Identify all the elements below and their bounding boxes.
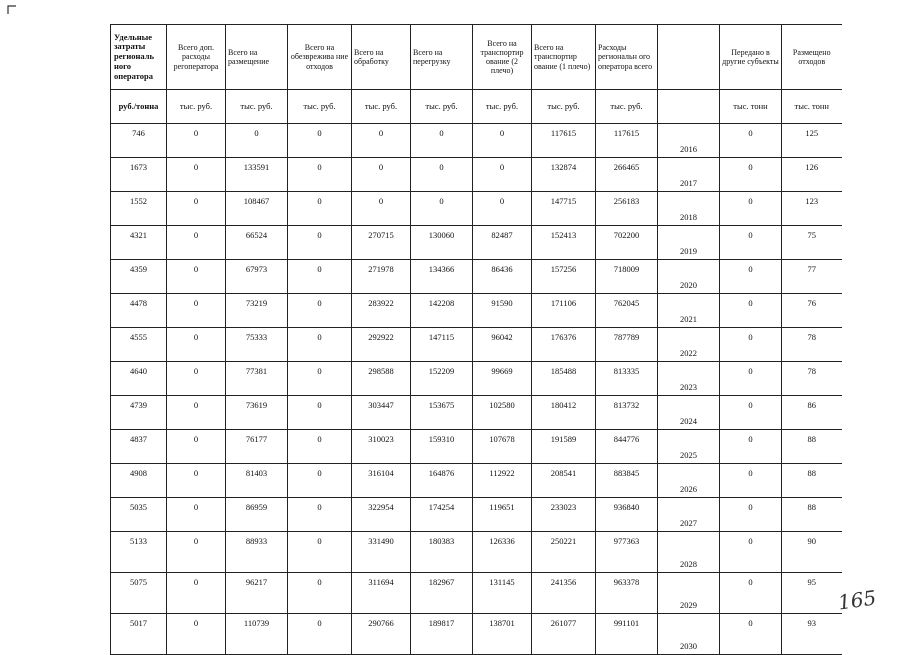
table-cell: 250221 — [532, 532, 596, 573]
table-cell: 132874 — [532, 158, 596, 192]
table-cell: 153675 — [411, 396, 473, 430]
table-row — [111, 294, 842, 328]
unit-cell: тыс. руб. — [411, 90, 473, 124]
table-cell: 0 — [288, 362, 352, 396]
table-cell: 119651 — [473, 498, 532, 532]
header-cell: Всего доп. расходы регоператора — [167, 25, 226, 90]
table-cell: 176376 — [532, 328, 596, 362]
table-cell: 0 — [720, 464, 782, 498]
table-cell: 283922 — [352, 294, 411, 328]
year-cell: 2030 — [658, 614, 720, 655]
table-row — [111, 498, 842, 532]
table-cell: 5035 — [111, 498, 167, 532]
unit-cell: тыс. руб. — [167, 90, 226, 124]
table-row — [111, 430, 842, 464]
table-cell: 112922 — [473, 464, 532, 498]
table-cell: 0 — [352, 192, 411, 226]
table-cell: 76177 — [226, 430, 288, 464]
table-cell: 0 — [720, 532, 782, 573]
year-cell: 2025 — [658, 430, 720, 464]
table-row — [111, 192, 842, 226]
table-cell: 303447 — [352, 396, 411, 430]
table-cell: 0 — [167, 294, 226, 328]
unit-cell — [658, 90, 720, 124]
table-row — [111, 614, 842, 655]
table-row — [111, 573, 842, 614]
table-cell: 322954 — [352, 498, 411, 532]
table-cell: 75333 — [226, 328, 288, 362]
table-cell: 123 — [782, 192, 842, 226]
table-cell: 147715 — [532, 192, 596, 226]
table-cell: 0 — [720, 430, 782, 464]
table-cell: 0 — [226, 124, 288, 158]
unit-cell: тыс. руб. — [532, 90, 596, 124]
table-cell: 107678 — [473, 430, 532, 464]
table-cell: 81403 — [226, 464, 288, 498]
table-cell: 66524 — [226, 226, 288, 260]
year-cell: 2021 — [658, 294, 720, 328]
table-cell: 73219 — [226, 294, 288, 328]
year-cell: 2027 — [658, 498, 720, 532]
table-cell: 0 — [473, 192, 532, 226]
table-cell: 0 — [167, 464, 226, 498]
year-cell: 2019 — [658, 226, 720, 260]
year-cell: 2022 — [658, 328, 720, 362]
table-cell: 270715 — [352, 226, 411, 260]
table-cell: 77 — [782, 260, 842, 294]
table-row — [111, 124, 842, 158]
table-row — [111, 260, 842, 294]
table-cell: 75 — [782, 226, 842, 260]
table-cell: 189817 — [411, 614, 473, 655]
table-cell: 298588 — [352, 362, 411, 396]
table-cell: 0 — [167, 430, 226, 464]
table-cell: 0 — [720, 328, 782, 362]
table-cell: 977363 — [596, 532, 658, 573]
table-row — [111, 226, 842, 260]
table-row — [111, 532, 842, 573]
table-cell: 292922 — [352, 328, 411, 362]
table-cell: 0 — [720, 158, 782, 192]
table-cell: 164876 — [411, 464, 473, 498]
table-cell: 5075 — [111, 573, 167, 614]
table-cell: 0 — [720, 362, 782, 396]
table-cell: 142208 — [411, 294, 473, 328]
table-cell: 0 — [167, 532, 226, 573]
table-cell: 86 — [782, 396, 842, 430]
table-cell: 86959 — [226, 498, 288, 532]
table-row — [111, 396, 842, 430]
table-cell: 4908 — [111, 464, 167, 498]
table-cell: 110739 — [226, 614, 288, 655]
table-cell: 0 — [288, 396, 352, 430]
table-cell: 77381 — [226, 362, 288, 396]
table-cell: 5133 — [111, 532, 167, 573]
cost-table — [110, 24, 842, 655]
table-cell: 261077 — [532, 614, 596, 655]
table-cell: 0 — [288, 124, 352, 158]
unit-cell: руб./тонна — [111, 90, 167, 124]
table-cell: 0 — [167, 260, 226, 294]
table-cell: 0 — [167, 124, 226, 158]
header-cell: Всего на обезврежива ние отходов — [288, 25, 352, 90]
table-cell: 746 — [111, 124, 167, 158]
table-cell: 138701 — [473, 614, 532, 655]
table-cell: 0 — [288, 532, 352, 573]
table-cell: 4837 — [111, 430, 167, 464]
year-cell: 2018 — [658, 192, 720, 226]
table-cell: 0 — [288, 614, 352, 655]
table-cell: 936840 — [596, 498, 658, 532]
table-cell: 182967 — [411, 573, 473, 614]
page-number: 165 — [836, 585, 878, 615]
table-cell: 0 — [167, 362, 226, 396]
table-cell: 96042 — [473, 328, 532, 362]
table-row — [111, 158, 842, 192]
table-cell: 0 — [473, 158, 532, 192]
table-cell: 0 — [288, 328, 352, 362]
table-cell: 0 — [167, 614, 226, 655]
table-cell: 271978 — [352, 260, 411, 294]
header-cell: Размещено отходов — [782, 25, 842, 90]
table-cell: 311694 — [352, 573, 411, 614]
table-cell: 95 — [782, 573, 842, 614]
table-cell: 131145 — [473, 573, 532, 614]
table-cell: 310023 — [352, 430, 411, 464]
header-cell: Расходы региональн ого оператора всего — [596, 25, 658, 90]
table-cell: 73619 — [226, 396, 288, 430]
table-cell: 126336 — [473, 532, 532, 573]
table-cell: 0 — [720, 260, 782, 294]
table-cell: 157256 — [532, 260, 596, 294]
table-cell: 99669 — [473, 362, 532, 396]
header-cell: Всего на транспортир ование (2 плечо) — [473, 25, 532, 90]
unit-cell: тыс. руб. — [596, 90, 658, 124]
table-cell: 91590 — [473, 294, 532, 328]
table-cell: 5017 — [111, 614, 167, 655]
table-cell: 256183 — [596, 192, 658, 226]
table-cell: 86436 — [473, 260, 532, 294]
table-cell: 241356 — [532, 573, 596, 614]
table-cell: 4359 — [111, 260, 167, 294]
table-cell: 88 — [782, 430, 842, 464]
table-cell: 130060 — [411, 226, 473, 260]
table-cell: 0 — [167, 498, 226, 532]
table-cell: 0 — [167, 396, 226, 430]
table-cell: 0 — [411, 124, 473, 158]
table-cell: 0 — [167, 226, 226, 260]
unit-cell: тыс. руб. — [352, 90, 411, 124]
table-cell: 147115 — [411, 328, 473, 362]
header-cell: Передано в другие субъекты — [720, 25, 782, 90]
table-cell: 316104 — [352, 464, 411, 498]
table-cell: 125 — [782, 124, 842, 158]
table-cell: 0 — [288, 260, 352, 294]
year-cell: 2023 — [658, 362, 720, 396]
table-cell: 0 — [288, 226, 352, 260]
header-cell: Удельные затраты региональ ного оператора — [111, 25, 167, 90]
unit-cell: тыс. тонн — [782, 90, 842, 124]
header-cell: Всего на транспортир ование (1 плечо) — [532, 25, 596, 90]
table-cell: 813335 — [596, 362, 658, 396]
header-cell: Всего на обработку — [352, 25, 411, 90]
table-cell: 991101 — [596, 614, 658, 655]
table-cell: 0 — [720, 124, 782, 158]
table-cell: 133591 — [226, 158, 288, 192]
table-cell: 0 — [720, 614, 782, 655]
table-cell: 331490 — [352, 532, 411, 573]
table-cell: 117615 — [596, 124, 658, 158]
table-cell: 0 — [167, 192, 226, 226]
table-cell: 0 — [288, 464, 352, 498]
table-cell: 134366 — [411, 260, 473, 294]
table-cell: 0 — [288, 158, 352, 192]
table-cell: 0 — [720, 294, 782, 328]
table-cell: 78 — [782, 328, 842, 362]
table-cell: 93 — [782, 614, 842, 655]
table-cell: 108467 — [226, 192, 288, 226]
table-cell: 0 — [720, 396, 782, 430]
table-cell: 0 — [411, 158, 473, 192]
table-cell: 0 — [288, 498, 352, 532]
table-cell: 174254 — [411, 498, 473, 532]
table-cell: 883845 — [596, 464, 658, 498]
table-cell: 117615 — [532, 124, 596, 158]
table-cell: 787789 — [596, 328, 658, 362]
table-cell: 702200 — [596, 226, 658, 260]
table-cell: 96217 — [226, 573, 288, 614]
table-cell: 844776 — [596, 430, 658, 464]
year-cell: 2029 — [658, 573, 720, 614]
table-cell: 0 — [288, 192, 352, 226]
table-cell: 0 — [720, 192, 782, 226]
table-cell: 266465 — [596, 158, 658, 192]
header-cell: Всего на размещение — [226, 25, 288, 90]
table-cell: 4640 — [111, 362, 167, 396]
table-cell: 4478 — [111, 294, 167, 328]
table-cell: 180383 — [411, 532, 473, 573]
table-cell: 76 — [782, 294, 842, 328]
table-cell: 718009 — [596, 260, 658, 294]
table-cell: 963378 — [596, 573, 658, 614]
table-cell: 67973 — [226, 260, 288, 294]
table-cell: 191589 — [532, 430, 596, 464]
unit-cell: тыс. руб. — [473, 90, 532, 124]
table-cell: 78 — [782, 362, 842, 396]
table-cell: 813732 — [596, 396, 658, 430]
table-cell: 152413 — [532, 226, 596, 260]
table-cell: 185488 — [532, 362, 596, 396]
year-cell: 2020 — [658, 260, 720, 294]
table-cell: 0 — [720, 573, 782, 614]
table-cell: 0 — [288, 430, 352, 464]
year-cell: 2028 — [658, 532, 720, 573]
table-body — [111, 25, 842, 655]
table-cell: 88 — [782, 464, 842, 498]
year-cell: 2026 — [658, 464, 720, 498]
table-cell: 152209 — [411, 362, 473, 396]
table-cell: 0 — [288, 573, 352, 614]
year-cell: 2017 — [658, 158, 720, 192]
table-row — [111, 328, 842, 362]
table-cell: 208541 — [532, 464, 596, 498]
table-cell: 233023 — [532, 498, 596, 532]
unit-cell: тыс. руб. — [288, 90, 352, 124]
table-row — [111, 464, 842, 498]
table-cell: 82487 — [473, 226, 532, 260]
table-cell: 4555 — [111, 328, 167, 362]
table-cell: 0 — [167, 158, 226, 192]
table-cell: 159310 — [411, 430, 473, 464]
table-cell: 0 — [352, 158, 411, 192]
header-row — [111, 25, 842, 90]
table-cell: 180412 — [532, 396, 596, 430]
table-cell: 0 — [352, 124, 411, 158]
table-cell: 0 — [167, 328, 226, 362]
table-cell: 126 — [782, 158, 842, 192]
header-cell: Всего на перегрузку — [411, 25, 473, 90]
year-cell: 2024 — [658, 396, 720, 430]
table-cell: 290766 — [352, 614, 411, 655]
table-cell: 0 — [411, 192, 473, 226]
table-row — [111, 362, 842, 396]
table-cell: 1552 — [111, 192, 167, 226]
table-cell: 102580 — [473, 396, 532, 430]
corner-crop-mark — [7, 5, 17, 15]
table-cell: 4321 — [111, 226, 167, 260]
table-cell: 88 — [782, 498, 842, 532]
table-cell: 171106 — [532, 294, 596, 328]
units-row — [111, 90, 842, 124]
table-cell: 4739 — [111, 396, 167, 430]
unit-cell: тыс. тонн — [720, 90, 782, 124]
unit-cell: тыс. руб. — [226, 90, 288, 124]
table-cell: 0 — [288, 294, 352, 328]
table-cell: 0 — [720, 226, 782, 260]
year-cell: 2016 — [658, 124, 720, 158]
table-cell: 762045 — [596, 294, 658, 328]
table-cell: 1673 — [111, 158, 167, 192]
table-cell: 90 — [782, 532, 842, 573]
header-cell — [658, 25, 720, 90]
table-cell: 0 — [720, 498, 782, 532]
table-cell: 0 — [167, 573, 226, 614]
table-cell: 88933 — [226, 532, 288, 573]
table-cell: 0 — [473, 124, 532, 158]
